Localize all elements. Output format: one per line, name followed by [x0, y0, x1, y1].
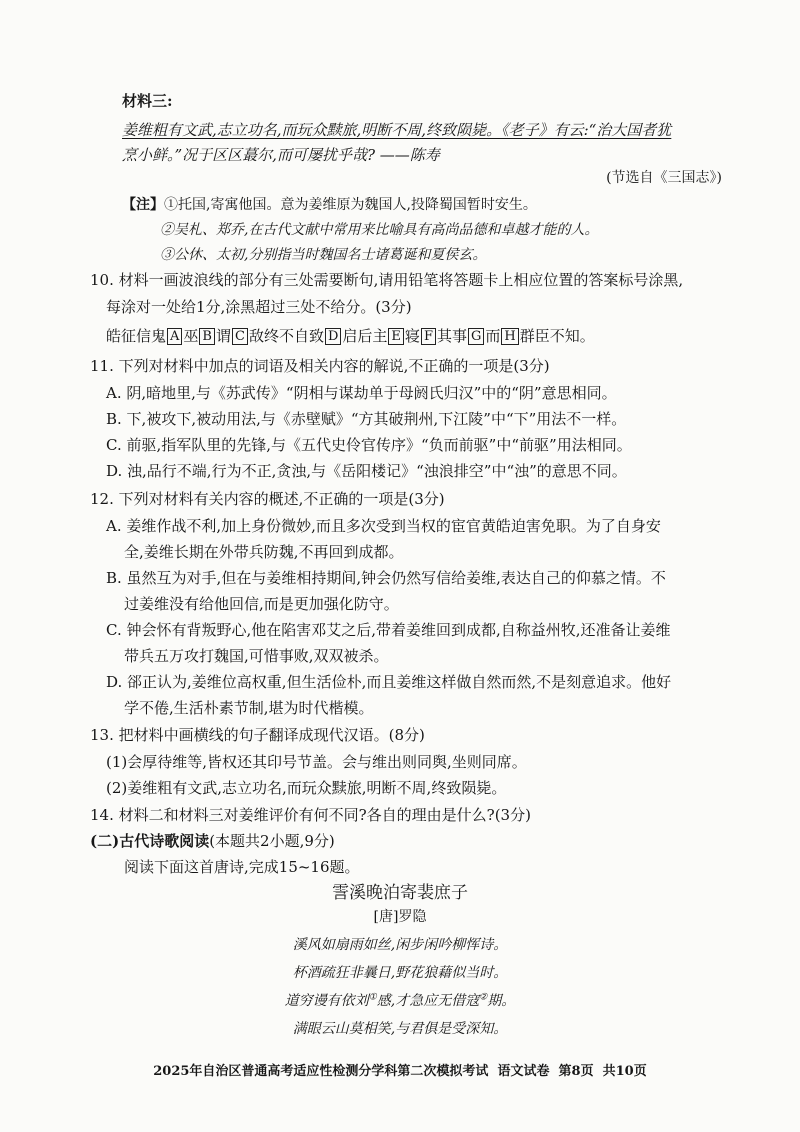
q11-option-b[interactable]: B. 下,被攻下,被动用法,与《赤壁赋》“方其破荆州,下江陵”中“下”用法不一样。	[106, 410, 627, 428]
poem-line-3	[0, 990, 800, 1010]
poem-line-3-part: 道穷谩有依刘	[284, 993, 369, 1009]
poem-title: 霅溪晚泊寄裴庶子	[332, 883, 468, 903]
q12-option-d-line1[interactable]: D. 郤正认为,姜维位高权重,但生活俭朴,而且姜维这样做自然而然,不是刻意追求。他好	[106, 673, 672, 691]
segment: 谓	[215, 327, 231, 345]
break-option-f[interactable]: F	[421, 328, 436, 345]
section2-instruction: 阅读下面这首唐诗,完成15~16题。	[124, 858, 360, 876]
material3-line2: 烹小鲜。”况于区区蕞尔,而可屡扰乎哉? ——陈寿	[122, 146, 440, 164]
poem-line-4: 满眼云山莫相笑,与君俱是受深知。	[292, 1021, 508, 1037]
q10-sentence	[106, 325, 595, 346]
segment: 其事	[436, 327, 467, 345]
section2-header	[90, 830, 335, 851]
notes-line1	[122, 194, 537, 214]
page-footer: 2025年自治区普通高考适应性检测分学科第二次模拟考试 语文试卷 第8页 共10页	[153, 1064, 647, 1079]
break-option-g[interactable]: G	[468, 328, 484, 345]
break-option-d[interactable]: D	[325, 328, 341, 345]
segment: 寝	[404, 327, 420, 345]
segment: 敌终不自致	[248, 327, 324, 345]
footnote-marker-2: ②	[479, 992, 488, 1003]
segment: 巫	[183, 327, 199, 345]
break-option-c[interactable]: C	[232, 328, 248, 345]
segment: 而	[485, 327, 501, 345]
section2-heading: (二)古代诗歌阅读	[90, 832, 210, 850]
poem-author: [唐]罗隐	[373, 909, 427, 925]
q10-stem-line2: 每涂对一处给1分,涂黑超过三处不给分。(3分)	[106, 298, 412, 316]
q13-sentence-2: (2)姜维粗有文武,志立功名,而玩众黩旅,明断不周,终致陨毙。	[106, 779, 507, 797]
material3-underlined-sentence: 姜维粗有文武,志立功名,而玩众黩旅,明断不周,终致陨毙。《老子》有云:“治大国者犹	[122, 121, 672, 139]
q10-stem-line1: 10. 材料一画波浪线的部分有三处需要断句,请用铅笔将答题卡上相应位置的答案标号涂黑,	[90, 271, 684, 289]
q12-option-a-line1[interactable]: A. 姜维作战不利,加上身份微妙,而且多次受到当权的宦官黄皓迫害免职。为了自身安	[106, 517, 661, 535]
q12-option-c-line2[interactable]: 带兵五万攻打魏国,可惜事败,双双被杀。	[124, 647, 389, 665]
q11-stem: 11. 下列对材料中加点的词语及相关内容的解说,不正确的一项是(3分)	[90, 357, 550, 375]
break-option-h[interactable]: H	[501, 328, 518, 345]
poem-line-2: 杯酒疏狂非曩日,野花狼藉似当时。	[292, 965, 508, 981]
segment: 启后主	[342, 327, 388, 345]
q13-stem: 13. 把材料中画横线的句子翻译成现代汉语。(8分)	[90, 726, 425, 744]
segment: 皓征信鬼	[106, 327, 167, 345]
q12-stem: 12. 下列对材料有关内容的概述,不正确的一项是(3分)	[90, 490, 445, 508]
q13-sentence-1: (1)会厚待维等,皆权还其印号节盖。会与维出则同舆,坐则同席。	[106, 753, 527, 771]
segment: 群臣不知。	[519, 327, 595, 345]
break-option-b[interactable]: B	[199, 328, 215, 345]
q12-option-c-line1[interactable]: C. 钟会怀有背叛野心,他在陷害邓艾之后,带着姜维回到成都,自称益州牧,还准备让姜维	[106, 621, 671, 639]
q12-option-a-line2[interactable]: 全,姜维长期在外带兵防魏,不再回到成都。	[124, 543, 404, 561]
note-1: ①托国,寄寓他国。意为姜维原为魏国人,投降蜀国暂时安生。	[164, 197, 537, 213]
notes-label: 【注】	[122, 197, 164, 213]
q12-option-b-line2[interactable]: 过姜维没有给他回信,而是更加强化防守。	[124, 595, 399, 613]
break-option-e[interactable]: E	[388, 328, 404, 345]
note-2: ②吴札、郑乔,在古代文献中常用来比喻具有高尚品德和卓越才能的人。	[160, 222, 599, 238]
footnote-marker-1: ①	[368, 992, 377, 1003]
q12-option-d-line2[interactable]: 学不倦,生活朴素节制,堪为时代楷模。	[124, 699, 374, 717]
material3-line1	[122, 119, 671, 140]
poem-line-3-part: 感,才急应无借寇	[376, 993, 480, 1009]
material3-source: (节选自《三国志》)	[606, 170, 722, 186]
q12-option-b-line1[interactable]: B. 虽然互为对手,但在与姜维相持期间,钟会仍然写信给姜维,表达自己的仰慕之情。不	[106, 569, 666, 587]
poem-line-3-part: 期。	[487, 993, 516, 1009]
poem-line-1: 溪风如扇雨如丝,闲步闲吟柳恽诗。	[292, 937, 508, 953]
section2-info: (本题共2小题,9分)	[209, 832, 335, 850]
q14-stem: 14. 材料二和材料三对姜维评价有何不同?各自的理由是什么?(3分)	[90, 806, 531, 824]
break-option-a[interactable]: A	[167, 328, 182, 345]
note-3: ③公休、太初,分别指当时魏国名士诸葛诞和夏侯玄。	[160, 247, 487, 263]
q11-option-a[interactable]: A. 阴,暗地里,与《苏武传》“阴相与谋劫单于母阏氏归汉”中的“阴”意思相同。	[106, 384, 617, 402]
material3-heading: 材料三:	[122, 92, 173, 110]
q11-option-c[interactable]: C. 前驱,指军队里的先锋,与《五代史伶官传序》“负而前驱”中“前驱”用法相同。	[106, 436, 632, 454]
q11-option-d[interactable]: D. 浊,品行不端,行为不正,贪浊,与《岳阳楼记》“浊浪排空”中“浊”的意思不同。	[106, 462, 627, 480]
